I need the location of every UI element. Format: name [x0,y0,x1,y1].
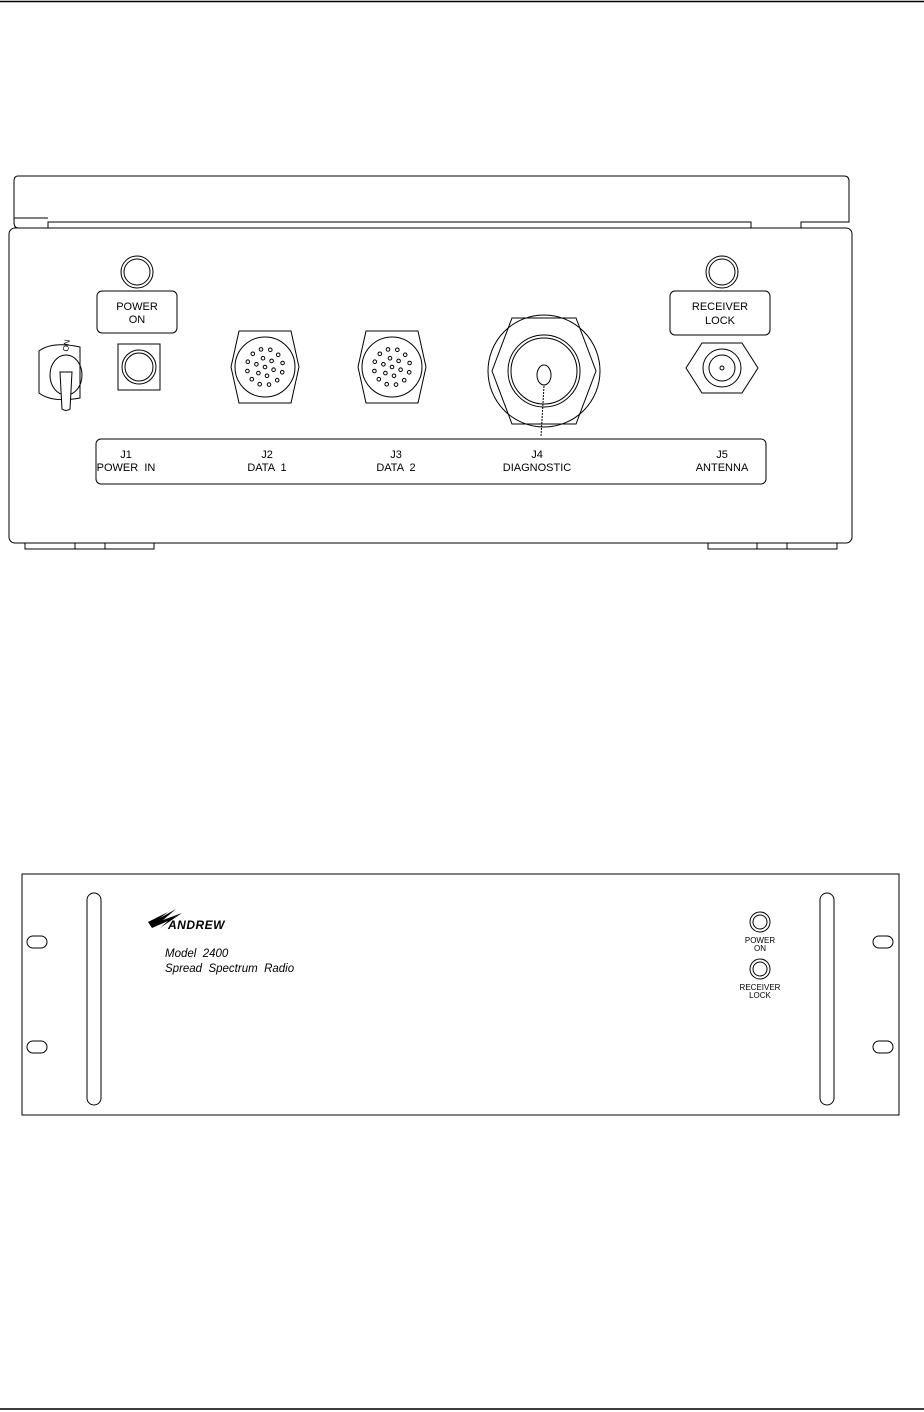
j1-id: J1 [120,449,132,461]
receiver-led-label-line2: LOCK [705,315,735,327]
j3-data2-connector [358,331,426,403]
j4-lanyard [541,386,544,436]
j5-connector-face [709,355,735,381]
receiver-led-lens [709,259,735,285]
j2-connector-pins [246,348,285,387]
connector-pin [402,378,406,382]
connector-pin [384,371,388,375]
connector-pin [259,348,263,352]
j4-id: J4 [531,449,543,461]
j1-name: POWER IN [96,462,156,474]
j2-connector-ring [235,337,295,397]
connector-pin [373,360,377,364]
j4-cap-knob [537,365,551,385]
connector-pin [265,374,269,378]
connector-pin [251,352,255,356]
connector-pin [385,382,389,386]
j2-name: DATA 1 [247,462,287,474]
rack-power-label-line1: POWER [744,936,776,945]
j3-id: J3 [390,449,402,461]
switch-on-label: ON [61,338,73,353]
power-led-label-line2: ON [128,314,146,326]
connector-pin [396,348,400,352]
rack-receiver-label-line1: RECEIVER [739,983,781,992]
receiver-led-label-plate [670,291,770,335]
connector-label-strip [96,439,766,484]
j1-power-connector [118,344,160,390]
j5-id: J5 [716,449,728,461]
connector-pin [276,353,280,357]
connector-pin [399,368,403,372]
product-description: Spread Spectrum Radio [165,963,295,975]
j4-name: DIAGNOSTIC [502,462,572,474]
j5-center-pin [720,366,724,370]
connector-pin [390,365,394,369]
connector-pin [394,383,398,387]
connector-pin [275,378,279,382]
connector-pin [408,361,412,365]
power-led-indicator [121,256,153,288]
receiver-led-label-line1: RECEIVER [691,301,749,313]
connector-pin [269,348,273,352]
enclosure-foot-right [708,543,837,549]
enclosure-panel [9,176,852,549]
j2-data1-connector [231,331,299,403]
power-led-lens [124,259,150,285]
connector-pin [270,359,274,363]
j5-name: ANTENNA [695,462,749,474]
mounting-slot-top-left [27,936,47,948]
j3-connector-pins [373,348,412,387]
connector-pin [373,369,377,373]
j5-antenna-connector [686,343,758,393]
j3-connector-ring [362,337,422,397]
receiver-led-indicator [706,256,738,288]
power-led-label-line1: POWER [116,301,158,313]
model-label: Model 2400 [165,948,229,960]
connector-pin [257,371,261,375]
j1-connector-face [125,353,153,381]
enclosure-lid [14,176,849,228]
enclosure-labels [61,301,749,474]
rack-handle-right[interactable] [820,893,834,1105]
j1-connector-ring [122,350,156,384]
connector-pin [246,360,250,364]
connector-pin [392,374,396,378]
rack-power-led-lens [753,915,767,929]
connector-pin [378,352,382,356]
rack-receiver-label-line2: LOCK [749,991,771,1000]
brand-name: ANDREW [168,918,225,932]
connector-pin [263,365,267,369]
connector-pin [250,377,254,381]
connector-pin [258,382,262,386]
rack-power-label-line2: ON [754,944,766,953]
connector-pin [388,356,392,360]
connector-pin [397,359,401,363]
rack-handle-left[interactable] [87,893,101,1105]
connector-pin [382,363,386,367]
connector-pin [281,361,285,365]
power-switch-bezel[interactable] [39,345,80,400]
rack-receiver-led-lens [753,962,767,976]
connector-pin [261,356,265,360]
andrew-logo [148,909,226,932]
connector-pin [377,377,381,381]
mounting-slot-bottom-left [27,1041,47,1053]
enclosure-body [9,228,852,543]
connector-pin [272,368,276,372]
connector-pin [403,353,407,357]
j4-cap-inner [511,338,577,404]
connector-pin [407,371,411,375]
mounting-slot-top-right [873,936,893,948]
power-switch-lever[interactable] [60,372,72,411]
rack-labels [165,936,781,1000]
enclosure-foot-left [25,543,154,549]
connector-pin [280,371,284,375]
j2-id: J2 [261,449,273,461]
connector-pin [246,369,250,373]
connector-pin [255,363,259,367]
connector-pin [267,383,271,387]
mounting-slot-bottom-right [873,1041,893,1053]
j3-name: DATA 2 [376,462,416,474]
j4-cap [508,335,580,407]
connector-pin [386,348,390,352]
j4-diagnostic-connector [488,315,600,427]
